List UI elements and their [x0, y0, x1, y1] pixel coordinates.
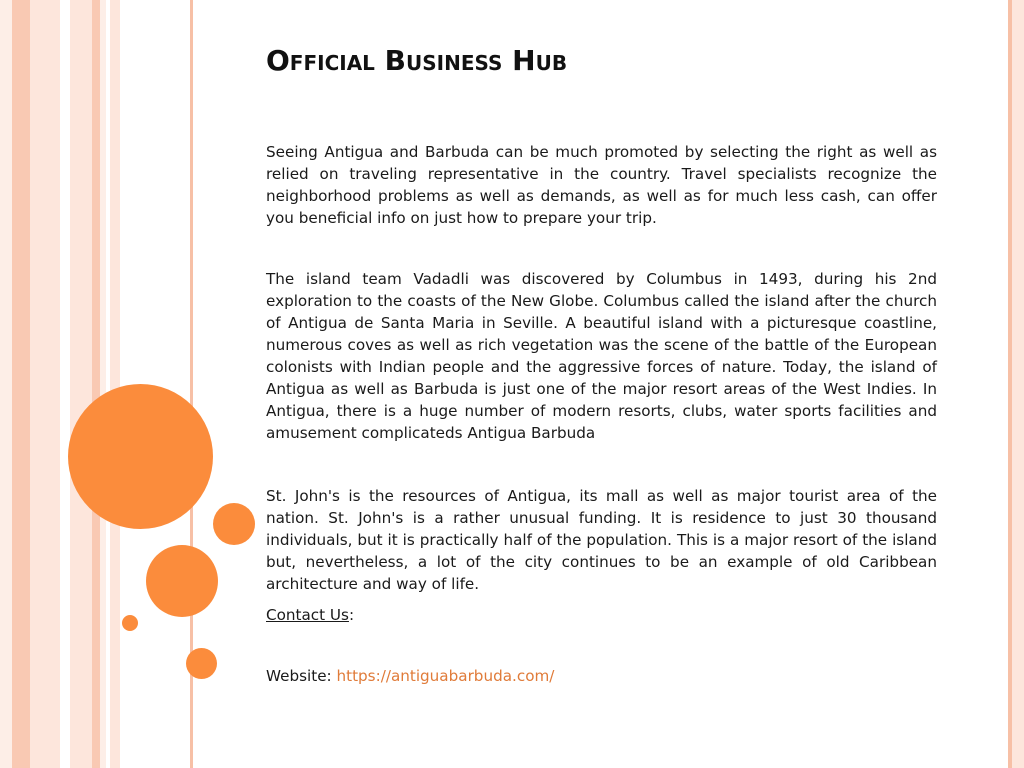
decorative-stripe [0, 0, 12, 768]
decorative-circle [68, 384, 213, 529]
decorative-stripe [12, 0, 30, 768]
paragraph-st-johns: St. John's is the resources of Antigua, its mall as well as major tourist area of the nation. St. John's is a rather unusual funding. It is residence to just 30 thousand individuals, but it is practically half of the population. This is a major resort of the island but, nevertheless, a lot of the city continues to be an example of old Caribbean architecture and way of life. [266, 487, 937, 593]
contact-suffix: : [348, 606, 355, 624]
decorative-stripe [1012, 0, 1024, 768]
page-title: Official Business Hub [266, 44, 568, 77]
decorative-stripe [70, 0, 92, 768]
decorative-stripe [92, 0, 100, 768]
contact-us-link[interactable]: Contact Us [266, 606, 349, 624]
decorative-circle [122, 615, 138, 631]
decorative-circle [146, 545, 218, 617]
decorative-circle [186, 648, 217, 679]
paragraph-history: The island team Vadadli was discovered by Columbus in 1493, during his 2nd exploration to the coasts of the New Globe. Columbus called the island after the church of Antigua de Santa Maria in Seville. A beautiful island with a picturesque coastline, numerous coves as well as rich vegetation was the scene of the battle of the European colonists with Indian people and the aggressive forces of nature. Today, the island of Antigua as well as Barbuda is just one of the major resort areas of the West Indies. In Antigua, there is a huge number of modern resorts, clubs, water sports facilities and amusement complicateds Antigua Barbuda [266, 270, 937, 442]
website-link[interactable]: https://antiguabarbuda.com/ [336, 667, 555, 685]
contact-line [266, 604, 354, 626]
decorative-stripe [60, 0, 70, 768]
decorative-stripe [30, 0, 60, 768]
website-label: Website: [266, 667, 337, 685]
decorative-circle [213, 503, 255, 545]
website-line [266, 665, 554, 687]
decorative-stripe [110, 0, 120, 768]
paragraph-intro: Seeing Antigua and Barbuda can be much promoted by selecting the right as well as relied on traveling representative in the country. Travel specialists recognize the neighborhood problems as well as demands, as well as for much less cash, can offer you beneficial info on just how to prepare your trip. [266, 143, 937, 227]
